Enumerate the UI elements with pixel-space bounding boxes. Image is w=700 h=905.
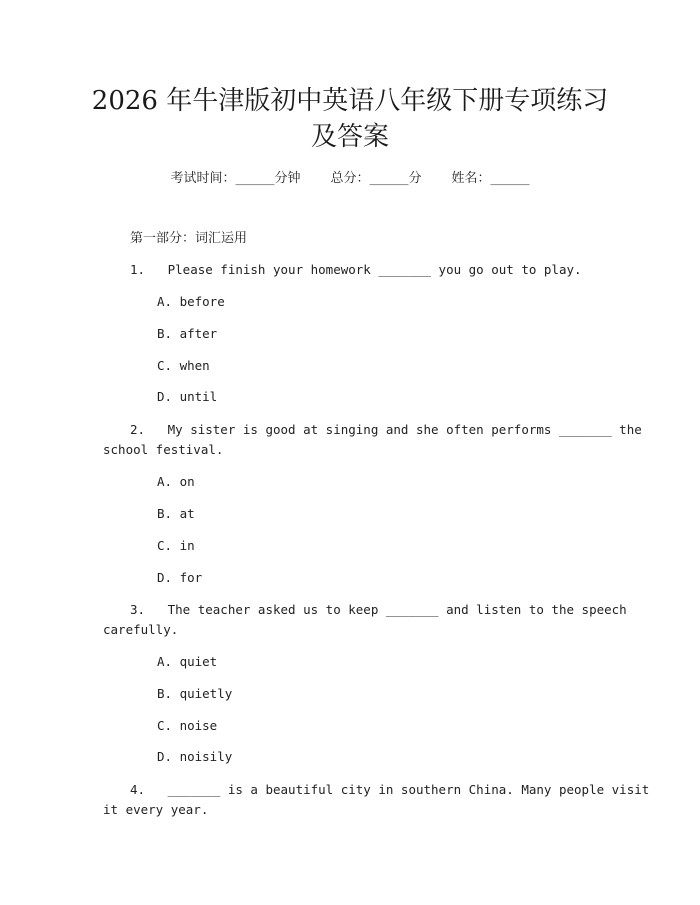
question-2-option-d: D. for: [157, 570, 203, 585]
question-4-text-continued: it every year.: [103, 802, 209, 817]
question-3-text: 3. The teacher asked us to keep _______ and listen to the speech: [130, 602, 627, 617]
question-2-text-continued: school festival.: [103, 442, 224, 457]
question-1-text: 1. Please finish your homework _______ you go out to play.: [130, 262, 582, 277]
student-name-field: 姓名：______: [451, 171, 530, 186]
question-2-text: 2. My sister is good at singing and she often performs _______ the: [130, 422, 642, 437]
section-heading: 第一部分：词汇运用: [130, 231, 248, 246]
question-3-text-continued: carefully.: [103, 622, 179, 637]
question-2-option-a: A. on: [157, 474, 195, 489]
exam-time-field: 考试时间：______分钟: [170, 171, 301, 186]
exam-info-row: [0, 167, 700, 186]
question-3-option-c: C. noise: [157, 718, 218, 733]
question-1-option-c: C. when: [157, 358, 210, 373]
question-2-option-b: B. at: [157, 506, 195, 521]
question-3-option-a: A. quiet: [157, 654, 218, 669]
document-title-line-2: 及答案: [310, 122, 389, 152]
question-1-option-b: B. after: [157, 326, 218, 341]
question-1-option-a: A. before: [157, 294, 225, 309]
question-2-option-c: C. in: [157, 538, 195, 553]
question-4-text: 4. _______ is a beautiful city in southern China. Many people visit: [130, 782, 650, 797]
question-1-option-d: D. until: [157, 389, 218, 404]
total-score-field: 总分：______分: [330, 171, 422, 186]
question-3-option-d: D. noisily: [157, 749, 233, 764]
question-3-option-b: B. quietly: [157, 686, 233, 701]
document-title-line-1: 2026 年牛津版初中英语八年级下册专项练习: [91, 86, 609, 116]
